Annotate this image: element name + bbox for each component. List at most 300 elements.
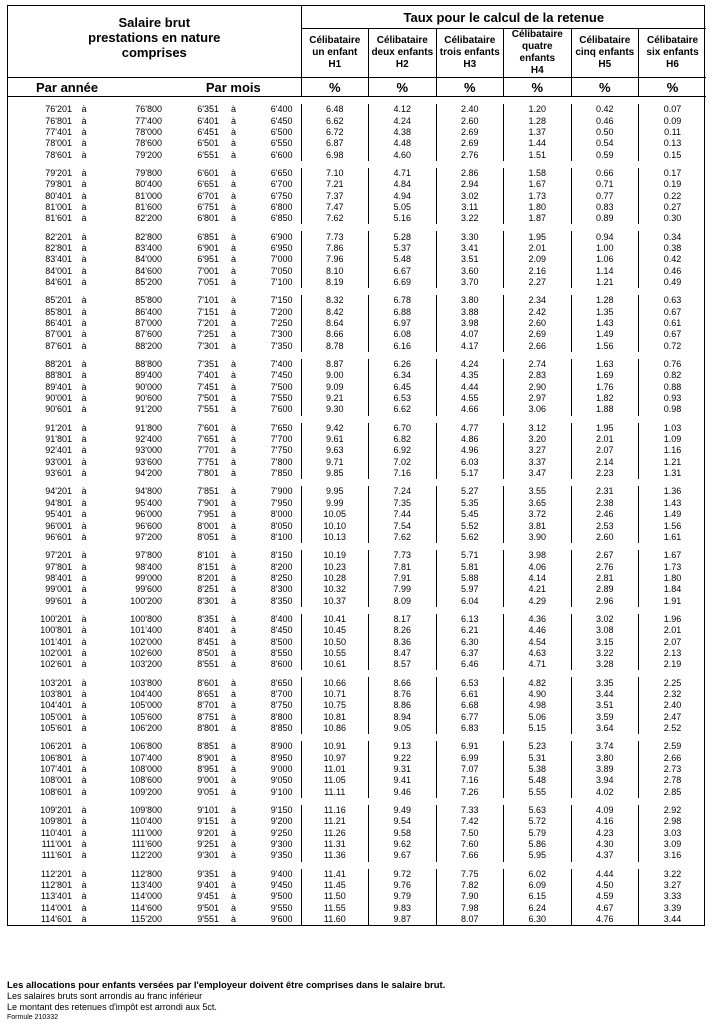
rate-h1: 9.71	[326, 456, 344, 467]
rate-h5: 0.42	[571, 104, 639, 115]
rate-h4: 5.38	[504, 764, 572, 775]
month-to: 7'750	[248, 445, 301, 456]
rate-h1: 10.50	[323, 636, 347, 647]
table-row	[8, 914, 706, 925]
year-to: 101'400	[130, 625, 162, 636]
month-from: 7'401	[197, 370, 219, 381]
rate-h5: 4.37	[571, 850, 639, 861]
rate-h4: 2.34	[504, 295, 572, 306]
rate-h1: 9.95	[326, 486, 344, 497]
month-to: 8'800	[248, 712, 301, 723]
month-to: 8'000	[248, 509, 301, 520]
rate-h5: 1.95	[571, 423, 639, 434]
rate-h1: 10.86	[323, 723, 347, 734]
month-to: 9'450	[248, 880, 301, 891]
year-to: 109'800	[130, 805, 162, 816]
table-row	[8, 138, 706, 149]
rate-h2: 9.67	[369, 850, 437, 861]
separator: à	[230, 816, 236, 827]
separator: à	[81, 595, 87, 606]
separator: à	[230, 850, 236, 861]
separator: à	[81, 688, 87, 699]
year-from: 96'001	[45, 520, 72, 531]
separator: à	[81, 231, 87, 242]
group-spacer	[8, 288, 706, 295]
rate-h3: 5.17	[436, 468, 504, 479]
month-from: 8'851	[197, 741, 219, 752]
year-from: 104'401	[40, 700, 72, 711]
year-from: 100'201	[40, 613, 72, 624]
rate-h6: 0.42	[639, 254, 707, 265]
year-to: 104'400	[130, 688, 162, 699]
month-from: 8'801	[197, 723, 219, 734]
table-row	[8, 341, 706, 352]
rate-h5: 3.02	[571, 614, 639, 625]
table-row	[8, 202, 706, 213]
year-from: 82'201	[45, 231, 72, 242]
year-to: 86'400	[135, 306, 162, 317]
table-row	[8, 127, 706, 138]
rate-h1: 11.36	[323, 850, 346, 861]
month-to: 6'900	[248, 231, 301, 242]
gross-salary-header-line: Salaire brut	[118, 15, 191, 30]
year-to: 82'200	[135, 213, 162, 224]
year-to: 79'200	[135, 149, 162, 160]
separator: à	[81, 764, 87, 775]
year-to: 102'000	[130, 636, 162, 647]
rate-h5: 4.09	[571, 805, 639, 816]
rate-h5: 1.14	[571, 265, 639, 276]
year-from: 96'601	[45, 531, 72, 542]
table-row	[8, 532, 706, 543]
year-to: 106'200	[130, 723, 162, 734]
rate-h6: 1.21	[639, 457, 707, 468]
column-header-line: cinq enfants	[575, 47, 635, 58]
separator: à	[230, 242, 236, 253]
separator: à	[230, 445, 236, 456]
rate-h4: 6.15	[504, 891, 572, 902]
year-to: 85'200	[135, 276, 162, 287]
rate-h1: 10.66	[323, 677, 347, 688]
rate-h1: 8.87	[326, 359, 344, 370]
month-from: 7'151	[197, 306, 219, 317]
separator: à	[230, 329, 236, 340]
rate-h5: 2.23	[571, 468, 639, 479]
separator: à	[230, 741, 236, 752]
rate-h6: 2.25	[639, 677, 707, 688]
year-from: 106'801	[40, 752, 72, 763]
separator: à	[230, 752, 236, 763]
year-from: 95'401	[45, 509, 72, 520]
rate-h2: 7.73	[369, 550, 437, 561]
month-to: 7'800	[248, 457, 301, 468]
year-to: 88'800	[135, 359, 162, 370]
separator: à	[230, 723, 236, 734]
rate-h4: 4.21	[504, 584, 572, 595]
rate-h3: 6.03	[436, 457, 504, 468]
group-spacer	[8, 862, 706, 869]
separator: à	[81, 850, 87, 861]
column-header-line: six enfants	[646, 47, 699, 58]
rate-h4: 4.71	[504, 659, 572, 670]
table-row	[8, 764, 706, 775]
rate-h2: 6.69	[369, 277, 437, 288]
rate-h3: 2.40	[436, 104, 504, 115]
rate-h5: 3.22	[571, 648, 639, 659]
year-from: 114'001	[40, 902, 72, 913]
rate-h2: 9.13	[369, 741, 437, 752]
separator: à	[230, 550, 236, 561]
table-row	[8, 104, 706, 115]
month-to: 7'950	[248, 498, 301, 509]
rate-h3: 7.50	[436, 828, 504, 839]
year-to: 99'600	[135, 584, 162, 595]
rate-h6: 0.49	[639, 277, 707, 288]
rate-h3: 3.02	[436, 190, 504, 201]
column-header-line: un enfant	[312, 47, 358, 58]
year-from: 99'001	[45, 584, 72, 595]
year-to: 95'400	[135, 497, 162, 508]
separator: à	[81, 677, 87, 688]
rate-h3: 2.69	[436, 138, 504, 149]
rate-h4: 2.16	[504, 265, 572, 276]
rate-h2: 7.35	[369, 498, 437, 509]
year-to: 77'400	[135, 115, 162, 126]
rate-h1: 10.05	[323, 509, 347, 520]
rate-h5: 4.76	[571, 914, 639, 925]
rate-h2: 7.91	[369, 573, 437, 584]
rate-h5: 2.14	[571, 457, 639, 468]
rate-h1: 10.61	[323, 659, 347, 670]
month-from: 9'501	[197, 902, 219, 913]
rate-h1: 9.61	[326, 434, 344, 445]
rate-h1: 9.30	[326, 404, 344, 415]
rate-h3: 3.51	[436, 254, 504, 265]
rate-h3: 6.99	[436, 753, 504, 764]
table-row	[8, 265, 706, 276]
month-to: 9'550	[248, 903, 301, 914]
rate-h4: 2.97	[504, 393, 572, 404]
month-from: 8'951	[197, 764, 219, 775]
rate-h2: 7.16	[369, 468, 437, 479]
table-row	[8, 595, 706, 606]
month-to: 6'550	[248, 138, 301, 149]
rate-h3: 3.80	[436, 295, 504, 306]
separator: à	[230, 126, 236, 137]
year-from: 92'401	[45, 445, 72, 456]
year-from: 78'601	[45, 149, 72, 160]
table-row	[8, 753, 706, 764]
rate-h2: 7.02	[369, 457, 437, 468]
month-from: 9'151	[197, 816, 219, 827]
month-from: 8'051	[197, 531, 219, 542]
column-header-line: H5	[598, 59, 612, 70]
month-to: 7'350	[248, 341, 301, 352]
separator: à	[81, 381, 87, 392]
month-from: 7'651	[197, 434, 219, 445]
separator: à	[81, 741, 87, 752]
separator: à	[230, 254, 236, 265]
footnote-salary-rounding: Les salaires bruts sont arrondis au franc inférieur	[7, 991, 203, 1001]
year-from: 88'801	[45, 370, 72, 381]
rate-h6: 3.39	[639, 903, 707, 914]
year-from: 108'601	[40, 786, 72, 797]
separator: à	[81, 723, 87, 734]
year-from: 111'601	[41, 850, 72, 861]
separator: à	[81, 115, 87, 126]
separator: à	[230, 381, 236, 392]
column-header-line: H1	[328, 59, 342, 70]
percent-header: %	[571, 78, 639, 97]
table-row	[8, 318, 706, 329]
rate-h1: 8.10	[326, 265, 344, 276]
rate-h4: 5.23	[504, 741, 572, 752]
table-row	[8, 115, 706, 126]
separator: à	[230, 138, 236, 149]
year-from: 114'601	[40, 914, 72, 925]
rate-h3: 7.66	[436, 850, 504, 861]
separator: à	[230, 201, 236, 212]
table-row	[8, 404, 706, 415]
table-row	[8, 149, 706, 160]
year-to: 105'600	[130, 711, 162, 722]
year-to: 112'800	[130, 868, 162, 879]
rate-h4: 1.80	[504, 202, 572, 213]
rate-h6: 0.98	[639, 404, 707, 415]
rate-h2: 9.76	[369, 880, 437, 891]
year-from: 113'401	[40, 891, 72, 902]
rate-h2: 5.16	[369, 213, 437, 224]
rate-h6: 1.16	[639, 445, 707, 456]
rate-h6: 3.03	[639, 828, 707, 839]
rate-h3: 5.97	[436, 584, 504, 595]
rate-h4: 3.37	[504, 457, 572, 468]
percent-header: %	[436, 78, 504, 97]
table-row	[8, 457, 706, 468]
separator: à	[81, 914, 87, 925]
separator: à	[230, 561, 236, 572]
rate-h2: 7.62	[369, 532, 437, 543]
separator: à	[81, 550, 87, 561]
rate-h5: 3.28	[571, 659, 639, 670]
month-from: 6'451	[197, 126, 219, 137]
month-to: 9'000	[248, 764, 301, 775]
rate-h6: 1.56	[639, 520, 707, 531]
table-row	[8, 393, 706, 404]
rate-h5: 1.69	[571, 370, 639, 381]
rate-h6: 0.93	[639, 393, 707, 404]
group-spacer	[8, 543, 706, 550]
table-row	[8, 213, 706, 224]
year-from: 94'201	[45, 486, 72, 497]
year-to: 82'800	[135, 231, 162, 242]
rate-h6: 0.61	[639, 318, 707, 329]
month-to: 8'700	[248, 689, 301, 700]
table-row	[8, 677, 706, 688]
rate-h4: 1.95	[504, 231, 572, 242]
year-to: 78'600	[135, 138, 162, 149]
separator: à	[81, 839, 87, 850]
rate-h3: 4.07	[436, 329, 504, 340]
rate-h6: 0.09	[639, 115, 707, 126]
separator: à	[81, 201, 87, 212]
column-header-h6	[639, 29, 707, 78]
rate-h2: 8.86	[369, 700, 437, 711]
year-from: 106'201	[40, 741, 72, 752]
table-row	[8, 712, 706, 723]
year-from: 107'401	[40, 764, 72, 775]
rate-h1: 6.87	[326, 138, 344, 149]
year-from: 87'001	[45, 329, 72, 340]
rate-h4: 1.87	[504, 213, 572, 224]
rate-h4: 4.06	[504, 561, 572, 572]
rate-h1: 11.60	[323, 914, 346, 925]
table-row	[8, 828, 706, 839]
rate-h2: 8.17	[369, 614, 437, 625]
rate-h6: 2.40	[639, 700, 707, 711]
year-to: 90'600	[135, 393, 162, 404]
rate-h4: 1.20	[504, 104, 572, 115]
separator: à	[81, 190, 87, 201]
rate-h1: 11.11	[324, 786, 346, 797]
year-to: 108'000	[130, 764, 162, 775]
month-from: 7'751	[197, 456, 219, 467]
rate-h3: 3.41	[436, 243, 504, 254]
separator: à	[230, 839, 236, 850]
rate-h4: 5.06	[504, 712, 572, 723]
separator: à	[81, 531, 87, 542]
rate-h5: 4.16	[571, 816, 639, 827]
rate-h4: 1.58	[504, 168, 572, 179]
year-to: 98'400	[135, 561, 162, 572]
rate-h5: 1.88	[571, 404, 639, 415]
column-header-line: H3	[463, 59, 477, 70]
rate-h2: 4.12	[369, 104, 437, 115]
group-spacer	[8, 607, 706, 614]
rate-h3: 7.07	[436, 764, 504, 775]
rate-h3: 4.96	[436, 445, 504, 456]
year-from: 97'201	[45, 550, 72, 561]
column-header-line: H2	[395, 59, 409, 70]
rate-h6: 3.33	[639, 891, 707, 902]
rate-h3: 2.86	[436, 168, 504, 179]
month-from: 9'351	[197, 868, 219, 879]
year-from: 93'601	[45, 468, 72, 479]
year-from: 102'001	[40, 647, 72, 658]
group-spacer	[8, 352, 706, 359]
rate-h1: 11.26	[323, 827, 346, 838]
year-to: 105'000	[130, 700, 162, 711]
year-from: 102'601	[40, 659, 72, 670]
rate-h4: 4.36	[504, 614, 572, 625]
rate-h6: 0.30	[639, 213, 707, 224]
rate-h2: 5.37	[369, 243, 437, 254]
rate-h4: 2.90	[504, 382, 572, 393]
rate-h3: 3.60	[436, 265, 504, 276]
rate-h4: 3.20	[504, 434, 572, 445]
separator: à	[81, 711, 87, 722]
month-from: 8'101	[197, 550, 219, 561]
rate-h3: 4.77	[436, 423, 504, 434]
rate-h1: 10.28	[323, 572, 347, 583]
rate-h4: 5.15	[504, 723, 572, 734]
separator: à	[230, 613, 236, 624]
rate-h1: 8.42	[326, 306, 344, 317]
rate-h6: 3.27	[639, 880, 707, 891]
rate-h5: 2.96	[571, 595, 639, 606]
separator: à	[230, 393, 236, 404]
rate-h1: 11.55	[323, 902, 346, 913]
month-from: 7'501	[197, 393, 219, 404]
separator: à	[230, 520, 236, 531]
separator: à	[81, 786, 87, 797]
rate-h2: 8.47	[369, 648, 437, 659]
separator: à	[230, 318, 236, 329]
group-spacer	[8, 416, 706, 423]
rate-h1: 8.32	[326, 295, 344, 306]
rate-h2: 6.92	[369, 445, 437, 456]
column-header-line: Célibataire	[579, 35, 631, 46]
separator: à	[81, 445, 87, 456]
rate-h5: 3.35	[571, 677, 639, 688]
rate-h2: 5.05	[369, 202, 437, 213]
table-row	[8, 382, 706, 393]
rate-h2: 7.54	[369, 520, 437, 531]
rate-h1: 11.16	[323, 805, 346, 816]
rate-h5: 1.28	[571, 295, 639, 306]
gross-salary-header	[8, 6, 301, 78]
year-to: 90'000	[135, 381, 162, 392]
table-row	[8, 509, 706, 520]
separator: à	[81, 370, 87, 381]
rate-h6: 0.46	[639, 265, 707, 276]
rate-h5: 3.89	[571, 764, 639, 775]
rate-h3: 6.77	[436, 712, 504, 723]
rate-h5: 2.60	[571, 532, 639, 543]
table-row	[8, 689, 706, 700]
separator: à	[230, 422, 236, 433]
year-from: 103'801	[40, 688, 72, 699]
column-header-line: Célibataire	[646, 35, 699, 46]
month-to: 7'700	[248, 434, 301, 445]
month-from: 7'701	[197, 445, 219, 456]
rate-h3: 3.88	[436, 307, 504, 318]
rate-h6: 0.76	[639, 359, 707, 370]
year-to: 99'000	[135, 572, 162, 583]
year-from: 90'601	[45, 404, 72, 415]
rate-h1: 10.81	[323, 711, 347, 722]
column-header-h4	[504, 29, 572, 78]
rate-h2: 8.76	[369, 689, 437, 700]
year-from: 109'201	[40, 805, 72, 816]
separator: à	[230, 497, 236, 508]
month-to: 7'550	[248, 393, 301, 404]
year-from: 97'801	[45, 561, 72, 572]
rate-h5: 0.71	[571, 179, 639, 190]
column-header-line: H4	[530, 65, 544, 76]
separator: à	[230, 468, 236, 479]
separator: à	[81, 868, 87, 879]
rate-h3: 6.53	[436, 677, 504, 688]
column-header-h5	[571, 29, 639, 78]
month-to: 7'150	[248, 295, 301, 306]
table-row	[8, 839, 706, 850]
separator: à	[81, 561, 87, 572]
year-to: 84'600	[135, 265, 162, 276]
rate-h4: 2.01	[504, 243, 572, 254]
month-to: 9'050	[248, 775, 301, 786]
rate-h3: 6.61	[436, 689, 504, 700]
